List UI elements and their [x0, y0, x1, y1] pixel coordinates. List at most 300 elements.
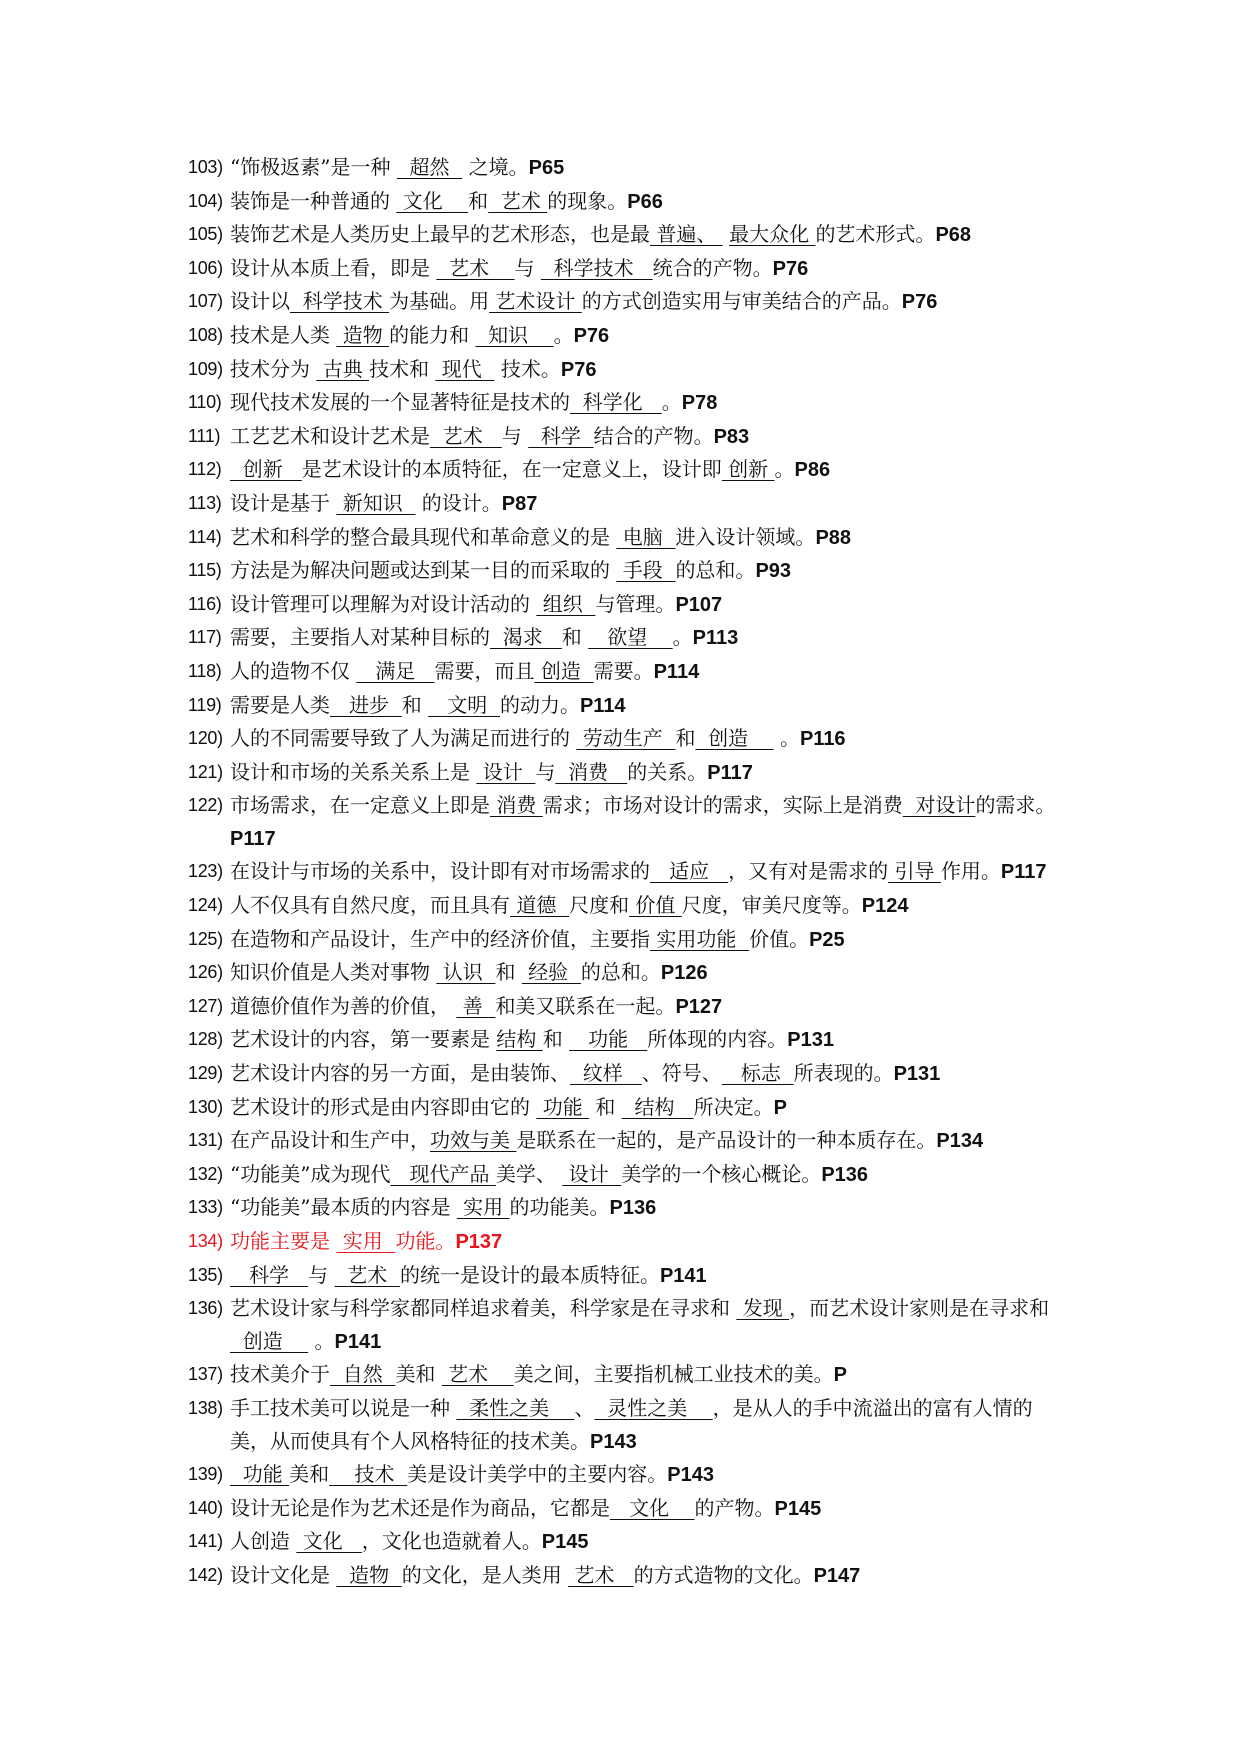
question-text [230, 889, 1068, 923]
question-fragment: 手工技术美可以说是一种 [230, 1395, 457, 1420]
question-text [230, 252, 1068, 286]
answer-blank: 欲望 [588, 625, 673, 650]
question-item [188, 554, 1068, 588]
answer-blank: 艺术设计 [489, 289, 582, 314]
page-reference: P117 [230, 827, 276, 850]
question-number: 127) [188, 995, 223, 1016]
question-item [188, 1225, 1068, 1259]
question-item [188, 1492, 1068, 1526]
answer-blank: 设计 [476, 759, 536, 784]
question-fragment: 人创造 [230, 1529, 297, 1554]
question-fragment: 的方式造物的文化。 [633, 1562, 814, 1587]
question-number: 104) [188, 190, 223, 211]
question-item [188, 1559, 1068, 1593]
answer-blank: 渴求 [490, 625, 562, 650]
question-item [188, 1458, 1068, 1492]
answer-blank: 纹样 [570, 1061, 642, 1086]
question-fragment: 所体现的内容。 [647, 1027, 788, 1052]
question-number: 108) [188, 324, 223, 345]
answer-blank: 发现 [736, 1296, 790, 1321]
question-fragment: 与 [535, 759, 556, 784]
question-fragment: ，是从人的手中流溢出的富有人情的美，从而使具有个人风格特征的技术美。 [230, 1395, 1033, 1453]
answer-blank: 手段 [616, 558, 676, 583]
question-fragment: 设计文化是 [230, 1562, 337, 1587]
question-fragment: 现代技术发展的一个显著特征是技术的 [230, 390, 570, 415]
question-text [230, 923, 1068, 957]
question-fragment: 之境。 [462, 155, 529, 179]
question-fragment: 。 [553, 322, 574, 347]
question-text [230, 1392, 1068, 1458]
question-fragment: 。 [774, 457, 795, 482]
question-number: 110) [188, 392, 222, 413]
question-number: 138) [188, 1397, 223, 1418]
question-fragment: 的关系。 [627, 759, 708, 784]
question-number: 113) [188, 492, 222, 513]
page-reference: P137 [455, 1231, 503, 1253]
page-reference: P117 [707, 761, 753, 784]
question-fragment: 。 [661, 390, 682, 415]
answer-blank: 善 [456, 993, 496, 1018]
question-fragment: ，又有对是需求的 [728, 859, 889, 884]
question-fragment: 设计无论是作为艺术还是作为商品，它都是 [230, 1495, 610, 1520]
question-number: 114) [188, 526, 222, 547]
question-number: 134) [188, 1231, 223, 1251]
question-number: 119) [188, 694, 222, 715]
question-item [188, 1525, 1068, 1559]
question-fragment: 设计以 [230, 289, 290, 314]
question-text [230, 319, 1068, 353]
question-number: 131) [188, 1130, 223, 1151]
answer-blank: 文明 [428, 692, 500, 717]
question-fragment: 需要是人类 [230, 692, 330, 717]
page-reference: P76 [560, 358, 597, 381]
question-fragment: 和 [542, 1027, 570, 1052]
question-fragment: 所决定。 [693, 1094, 774, 1119]
question-fragment: 的统一是设计的最本质特征。 [399, 1262, 660, 1287]
answer-blank: 科学技术 [540, 255, 653, 280]
question-fragment: 和 [589, 1094, 622, 1119]
question-text [230, 218, 1068, 252]
question-fragment: 需要。 [593, 658, 654, 683]
question-fragment: 人不仅具有自然尺度，而且具有 [230, 893, 510, 918]
question-number: 118) [188, 660, 222, 681]
question-item [188, 588, 1068, 622]
question-fragment: 需求；市场对设计的需求，实际上是消费 [542, 793, 903, 818]
question-fragment: 、符号、 [641, 1061, 722, 1086]
question-fragment: 与 [514, 255, 541, 280]
answer-blank: 对设计 [902, 793, 976, 818]
answer-blank: 灵性之美 [594, 1395, 713, 1420]
question-number: 129) [188, 1063, 223, 1084]
answer-blank: 新知识 [336, 490, 416, 515]
question-fragment: 技术是人类 [230, 322, 337, 347]
answer-blank: 创造 [230, 1328, 309, 1353]
question-number: 125) [188, 928, 223, 949]
question-fragment: 的需求。 [975, 793, 1056, 818]
question-item [188, 1057, 1068, 1091]
page-reference: P147 [813, 1564, 861, 1587]
answer-blank: 艺术 [430, 423, 502, 448]
question-fragment: ，而艺术设计家则是在寻求和 [789, 1296, 1050, 1321]
answer-blank: 价值 [629, 893, 682, 918]
answer-blank: 柔性之美 [456, 1395, 575, 1420]
question-number: 121) [188, 761, 223, 782]
question-fragment: 的现象。 [547, 188, 628, 213]
answer-blank: 造物 [336, 322, 390, 347]
answer-blank: 适应 [650, 859, 729, 884]
question-text [230, 855, 1068, 889]
question-number: 112) [188, 459, 222, 480]
question-text [230, 386, 1068, 420]
question-item [188, 1392, 1068, 1458]
question-item [188, 655, 1068, 689]
question-text [230, 487, 1068, 521]
question-fragment: 人的造物不仅 [230, 658, 357, 683]
question-text [230, 1559, 1068, 1593]
question-number: 140) [188, 1497, 223, 1518]
page-reference: P143 [590, 1430, 637, 1453]
question-fragment: 的产物。 [694, 1495, 775, 1520]
answer-blank: 艺术 [441, 1362, 514, 1387]
question-text [230, 1023, 1068, 1057]
question-fragment: 在产品设计和生产中， [230, 1128, 430, 1153]
answer-blank: 功能 [569, 1027, 648, 1052]
page-reference: P127 [675, 995, 723, 1018]
page-reference: P65 [528, 157, 565, 179]
page-reference: P [773, 1096, 787, 1119]
question-text [230, 588, 1068, 622]
page-reference: P83 [713, 425, 750, 448]
question-fragment: 设计管理可以理解为对设计活动的 [230, 591, 537, 616]
question-fragment: 工艺艺术和设计艺术是 [230, 423, 430, 448]
question-text [230, 1124, 1068, 1158]
question-number: 137) [188, 1364, 223, 1385]
question-text [230, 1259, 1068, 1293]
answer-blank: 造物 [336, 1562, 402, 1587]
answer-blank: 科学 [230, 1262, 309, 1287]
question-number: 132) [188, 1163, 223, 1184]
question-number: 107) [188, 291, 223, 312]
answer-blank: 结构 [621, 1094, 694, 1119]
answer-blank: 认识 [436, 960, 496, 985]
page-reference: P66 [627, 190, 663, 213]
question-text [230, 1225, 1068, 1259]
question-number: 133) [188, 1197, 223, 1218]
question-item [188, 722, 1068, 756]
answer-blank: 实用 [456, 1195, 510, 1220]
question-fragment: 设计是基于 [230, 490, 337, 515]
question-item [188, 1023, 1068, 1057]
answer-blank: 结构 [496, 1027, 543, 1052]
answer-blank: 艺术 [436, 255, 515, 280]
question-fragment: 和 [495, 960, 522, 985]
question-fragment: 。 [773, 726, 800, 751]
page-reference: P68 [935, 224, 972, 247]
question-number: 136) [188, 1298, 223, 1319]
page-reference: P131 [787, 1029, 834, 1052]
question-fragment: ，文化也造就着人。 [361, 1529, 542, 1554]
answer-blank: 古典 [316, 356, 370, 381]
question-text [230, 655, 1068, 689]
answer-blank: 实用 [336, 1229, 396, 1253]
answer-blank: 科学 [528, 423, 594, 448]
question-text [230, 521, 1068, 555]
question-item [188, 521, 1068, 555]
question-number: 120) [188, 728, 223, 749]
question-text [230, 151, 1068, 185]
question-number: 105) [188, 224, 223, 245]
question-number: 128) [188, 1029, 223, 1050]
question-fragment: 设计从本质上看，即是 [230, 255, 437, 280]
question-number: 109) [188, 358, 223, 379]
answer-blank: 科学技术 [290, 289, 390, 314]
question-fragment: 美和 [395, 1362, 442, 1387]
question-fragment: 道德价值作为善的价值， [230, 993, 457, 1018]
question-number: 117) [188, 627, 222, 648]
question-fragment: “功能美”成为现代 [230, 1161, 391, 1186]
question-text [230, 756, 1068, 790]
answer-blank: 消费 [555, 759, 628, 784]
question-text [230, 990, 1068, 1024]
page-reference: P136 [821, 1163, 869, 1186]
question-fragment: 功能主要是 [230, 1229, 337, 1253]
question-fragment: 美学、 [495, 1161, 563, 1186]
question-fragment: 在设计与市场的关系中，设计即有对市场需求的 [230, 859, 650, 884]
question-fragment: 的功能美。 [509, 1195, 610, 1220]
question-fragment: 和 [468, 188, 489, 213]
page-reference: P145 [774, 1497, 822, 1520]
question-number: 123) [188, 861, 223, 882]
page-reference: P114 [653, 660, 700, 683]
question-fragment: 作用。 [940, 859, 1001, 884]
question-fragment: 结合的产物。 [593, 423, 714, 448]
question-number: 141) [188, 1531, 223, 1552]
page-reference: P124 [861, 895, 909, 918]
question-fragment: 知识价值是人类对事物 [230, 960, 437, 985]
page-reference: P93 [755, 560, 792, 583]
answer-blank: 艺术 [488, 188, 548, 213]
question-fragment: 的文化，是人类用 [401, 1562, 569, 1587]
question-number: 130) [188, 1096, 223, 1117]
question-item [188, 1292, 1068, 1358]
question-item [188, 285, 1068, 319]
question-item [188, 252, 1068, 286]
question-fragment: 的总和。 [580, 960, 661, 985]
page-reference: P136 [609, 1197, 657, 1220]
answer-blank: 标志 [721, 1061, 794, 1086]
question-text [230, 353, 1068, 387]
question-fragment: 。 [308, 1328, 335, 1353]
answer-blank: 文化 [610, 1495, 695, 1520]
question-number: 111) [188, 425, 221, 446]
question-item [188, 1158, 1068, 1192]
page-reference: P141 [334, 1330, 382, 1353]
question-fragment: 技术美介于 [230, 1362, 330, 1387]
question-fragment: 的方式创造实用与审美结合的产品。 [581, 289, 902, 314]
question-fragment: 、 [574, 1395, 595, 1420]
answer-blank: 实用功能 [650, 926, 750, 951]
page-reference: P76 [901, 291, 938, 314]
answer-blank: 设计 [562, 1161, 622, 1186]
question-item [188, 420, 1068, 454]
page-reference: P131 [893, 1063, 941, 1086]
question-item [188, 990, 1068, 1024]
question-fragment: 是联系在一起的，是产品设计的一种本质存在。 [516, 1128, 937, 1153]
question-fragment: 美和 [289, 1462, 330, 1487]
page-reference: P25 [809, 928, 845, 951]
question-fragment: 和美又联系在一起。 [495, 993, 676, 1018]
answer-blank: 道德 [510, 893, 570, 918]
question-fragment: 的艺术形式。 [815, 222, 936, 247]
question-item [188, 621, 1068, 655]
answer-blank: 最大众化 [729, 222, 816, 247]
question-fragment: 尺度，审美尺度等。 [681, 893, 862, 918]
question-item [188, 1259, 1068, 1293]
question-fragment: 在造物和产品设计，生产中的经济价值，主要指 [230, 926, 650, 951]
question-fragment: 设计和市场的关系关系上是 [230, 759, 477, 784]
page-reference: P76 [772, 257, 809, 280]
answer-blank: 功能 [536, 1094, 590, 1119]
question-text [230, 1358, 1068, 1392]
answer-blank: 组织 [536, 591, 596, 616]
question-text [230, 1458, 1068, 1492]
page-reference: P117 [1000, 861, 1047, 884]
question-number: 103) [188, 157, 223, 177]
question-fragment: 所表现的。 [793, 1061, 894, 1086]
answer-blank: 现代 [435, 356, 495, 381]
question-item [188, 386, 1068, 420]
question-number: 115) [188, 560, 222, 581]
question-fragment: “功能美”最本质的内容是 [230, 1195, 457, 1220]
question-item [188, 889, 1068, 923]
question-fragment: 需要，而且 [434, 658, 535, 683]
page-reference: P113 [692, 627, 739, 650]
page-reference: P126 [660, 962, 708, 985]
answer-blank: 知识 [475, 322, 554, 347]
question-number: 116) [188, 593, 222, 614]
question-text [230, 1158, 1068, 1192]
answer-blank: 消费 [490, 793, 543, 818]
question-item [188, 453, 1068, 487]
question-number: 106) [188, 257, 223, 278]
page-reference: P78 [681, 392, 718, 415]
page-reference: P141 [659, 1264, 707, 1287]
question-text [230, 1292, 1068, 1358]
question-text [230, 789, 1068, 855]
question-fragment: 艺术设计的形式是由内容即由它的 [230, 1094, 537, 1119]
question-fragment: 艺术设计家与科学家都同样追求着美，科学家是在寻求和 [230, 1296, 737, 1321]
question-text [230, 285, 1068, 319]
answer-blank: 电脑 [616, 524, 676, 549]
answer-blank: 艺术 [334, 1262, 400, 1287]
question-item [188, 689, 1068, 723]
question-text [230, 1492, 1068, 1526]
question-item [188, 151, 1068, 185]
question-fragment: 艺术设计内容的另一方面，是由装饰、 [230, 1061, 570, 1086]
question-item [188, 1124, 1068, 1158]
question-fragment: 进入设计领域。 [675, 524, 816, 549]
answer-blank: 文化 [396, 188, 469, 213]
question-fragment: 美是设计美学中的主要内容。 [407, 1462, 668, 1487]
question-text [230, 956, 1068, 990]
question-fragment: 人的不同需要导致了人为满足而进行的 [230, 726, 577, 751]
question-number: 135) [188, 1264, 223, 1285]
answer-blank: 创新 [230, 457, 302, 482]
question-item [188, 756, 1068, 790]
question-text [230, 1191, 1068, 1225]
question-text [230, 722, 1068, 756]
question-fragment: 技术分为 [230, 356, 317, 381]
question-fragment: 和 [675, 726, 696, 751]
question-text [230, 554, 1068, 588]
question-fragment: 的动力。 [499, 692, 580, 717]
page-reference: P [833, 1364, 847, 1387]
question-fragment: 美学的一个核心概论。 [621, 1161, 822, 1186]
answer-blank: 进步 [330, 692, 402, 717]
question-item [188, 185, 1068, 219]
question-fragment: 方法是为解决问题或达到某一目的而采取的 [230, 558, 617, 583]
answer-blank: 超然 [396, 155, 463, 179]
answer-blank: 技术 [329, 1462, 408, 1487]
question-item [188, 319, 1068, 353]
answer-blank: 自然 [330, 1362, 396, 1387]
answer-blank: 科学化 [570, 390, 662, 415]
page-reference: P145 [541, 1531, 589, 1554]
answer-blank: 功能 [230, 1462, 290, 1487]
page-reference: P143 [667, 1464, 714, 1487]
question-text [230, 1091, 1068, 1125]
question-fragment: 和 [401, 692, 429, 717]
answer-blank: 引导 [888, 859, 941, 884]
question-fragment: 与管理。 [595, 591, 676, 616]
question-text [230, 420, 1068, 454]
question-text [230, 185, 1068, 219]
answer-blank: 满足 [356, 658, 435, 683]
question-fragment: 为基础。用 [389, 289, 490, 314]
question-fragment: 的设计。 [415, 490, 502, 515]
question-item [188, 353, 1068, 387]
question-item [188, 218, 1068, 252]
answer-blank: 文化 [296, 1529, 362, 1554]
question-fragment: 装饰艺术是人类历史上最早的艺术形态，也是最 [230, 222, 650, 247]
question-item [188, 956, 1068, 990]
question-fragment: 艺术和科学的整合最具现代和革命意义的是 [230, 524, 617, 549]
question-item [188, 789, 1068, 855]
question-text [230, 453, 1068, 487]
answer-blank: 功效与美 [430, 1128, 517, 1153]
question-number: 139) [188, 1464, 223, 1485]
question-fragment: 和 [561, 625, 589, 650]
question-text [230, 621, 1068, 655]
question-fragment: 技术。 [494, 356, 561, 381]
question-fragment: 价值。 [749, 926, 810, 951]
question-item [188, 487, 1068, 521]
page-reference: P107 [675, 593, 723, 616]
question-item [188, 1191, 1068, 1225]
question-item [188, 1358, 1068, 1392]
answer-blank: 经验 [521, 960, 581, 985]
page-reference: P114 [579, 694, 626, 717]
answer-blank: 创新 [721, 457, 775, 482]
question-fragment: 与 [501, 423, 529, 448]
question-number: 124) [188, 895, 223, 916]
question-fragment: 装饰是一种普通的 [230, 188, 397, 213]
answer-blank: 现代产品 [390, 1161, 496, 1186]
question-fragment: 功能。 [395, 1229, 456, 1253]
question-item [188, 1091, 1068, 1125]
question-fragment: 。 [672, 625, 693, 650]
question-text [230, 1525, 1068, 1559]
